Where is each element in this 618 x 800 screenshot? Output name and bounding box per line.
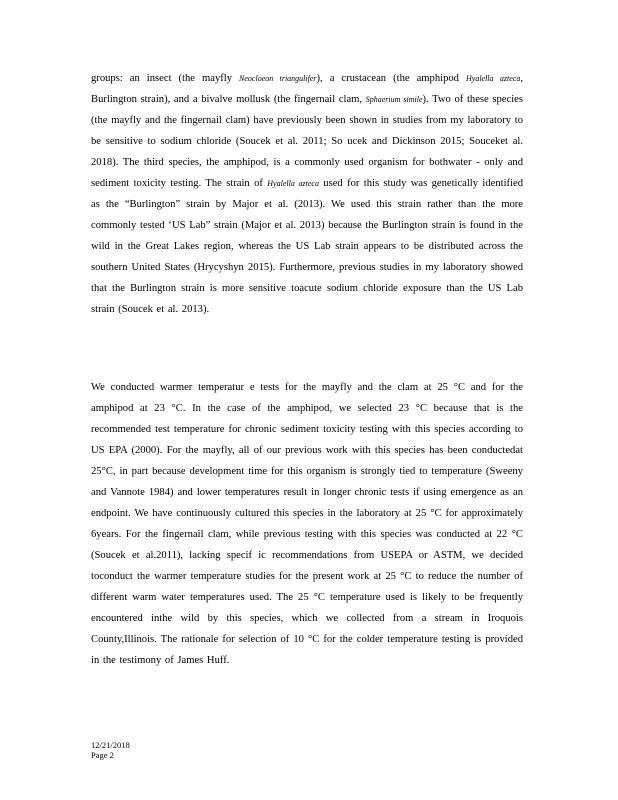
p1-text-3: , Burlington strain), and a bivalve mollusk (the fingernail clam, xyxy=(91,73,523,105)
species-name-clam: Sphaerium simile xyxy=(365,95,423,104)
species-name-amphipod-2: Hyalella azteca xyxy=(267,179,319,188)
p1-text-2: ), a crustacean (the amphipod xyxy=(316,73,466,84)
paragraph-species-groups xyxy=(91,68,523,320)
p1-text-5: used for this study was genetically identified as the “Burlington” strain by Major et al. (2013). We used this strain rather than the more commonly tested ‘US Lab” strain (Major et al. 2013) because the Burlington strain is found in the wild in the Great Lakes region, whereas the US Lab strain appears to be distributed across the southern United States (Hrycyshyn 2015). Furthermore, previous studies in my laboratory showed that the Burlington strain is more sensitive toacute sodium chloride exposure than the US Lab strain (Soucek et al. 2013). xyxy=(91,178,523,315)
page-number: Page 2 xyxy=(91,750,114,760)
paragraph-temperature-tests: We conducted warmer temperatur e tests for the mayfly and the clam at 25 °C and for the amphipod at 23 °C. In the case of the amphipod, we selected 23 °C because that is the recommended test temperature for chronic sediment toxicity testing with this species according to US EPA (2000). For the mayfly, all of our previous work with this species has been conductedat 25°C, in part because development time for this organism is strongly tied to temperature (Sweeny and Vannote 1984) and lower temperatures result in longer chronic tests if using emergence as an endpoint. We have continuously cultured this species in the laboratory at 25 °C for approximately 6years. For the fingernail clam, while previous testing with this species was conducted at 22 °C (Soucek et al.2011), lacking specif ic recommendations from USEPA or ASTM, we decided toconduct the warmer temperature studies for the present work at 25 °C to reduce the number of different warm water temperatures used. The 25 °C temperature used is likely to be frequently encountered inthe wild by this species, which we collected from a stream in Iroquois County,Illinois. The rationale for selection of 10 °C for the colder temperature testing is provided in the testimony of James Huff. xyxy=(91,382,523,666)
p1-text-4: ). Two of these species (the mayfly and the fingernail clam) have previously been shown in studies from my laboratory to be sensitive to sodium chloride (Soucek et al. 2011; So ucek and Dickinson 2015; Souceket al. 2018). The third species, the amphipod, is a commonly used organism for bothwater - only and sediment toxicity testing. The strain of xyxy=(91,94,523,189)
species-name-amphipod: Hyalella azteca xyxy=(465,74,521,83)
species-name-mayfly: Neocloeon triangulifer xyxy=(239,74,317,83)
page-footer xyxy=(91,740,130,760)
p1-text-1: groups: an insect (the mayfly xyxy=(91,73,240,84)
footer-date: 12/21/2018 xyxy=(91,740,130,750)
